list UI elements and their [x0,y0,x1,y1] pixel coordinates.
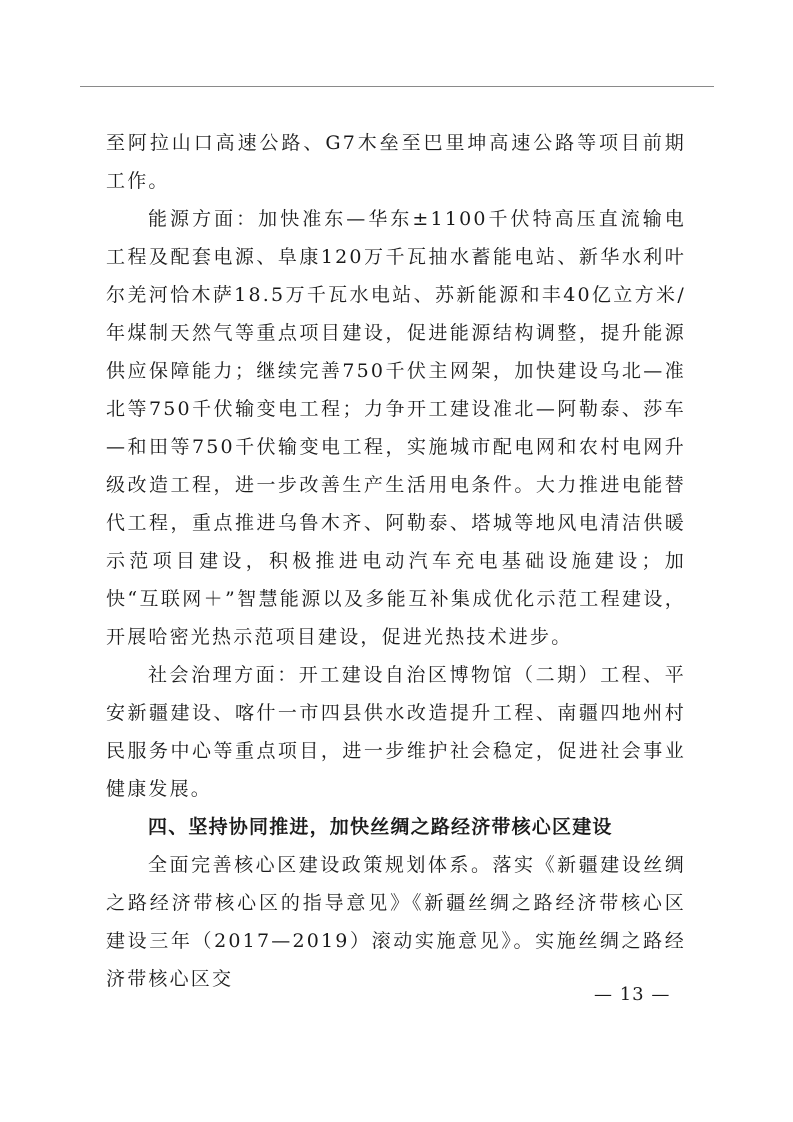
section-heading: 四、坚持协同推进，加快丝绸之路经济带核心区建设 [148,816,613,838]
document-body [106,124,686,998]
paragraph-transport-continued: 至阿拉山口高速公路、G7木垒至巴里坤高速公路等项目前期工作。 [106,132,686,192]
paragraph-social-governance: 社会治理方面：开工建设自治区博物馆（二期）工程、平安新疆建设、喀什一市四县供水改造提升工程、南疆四地州村民服务中心等重点项目，进一步维护社会稳定，促进社会事业健康发展。 [106,664,686,800]
paragraph-energy: 能源方面：加快准东—华东±1100千伏特高压直流输电工程及配套电源、阜康120万千瓦抽水蓄能电站、新华水利叶尔羌河恰木萨18.5万千瓦水电站、苏新能源和丰40亿立方米/年煤制天然气等重点项目建设，促进能源结构调整，提升能源供应保障能力；继续完善750千伏主网架，加快建设乌北—准北等750千伏输变电工程；力争开工建设准北—阿勒泰、莎车—和田等750千伏输变电工程，实施城市配电网和农村电网升级改造工程，进一步改善生产生活用电条件。大力推进电能替代工程，重点推进乌鲁木齐、阿勒泰、塔城等地风电清洁供暖示范项目建设，积极推进电动汽车充电基础设施建设；加快“互联网＋”智慧能源以及多能互补集成优化示范工程建设，开展哈密光热示范项目建设，促进光热技术进步。 [106,208,686,648]
paragraph-core-zone: 全面完善核心区建设政策规划体系。落实《新疆建设丝绸之路经济带核心区的指导意见》《新疆丝绸之路经济带核心区建设三年（2017—2019）滚动实施意见》。实施丝绸之路经济带核心区交 [106,854,686,990]
header-rule [80,86,714,87]
page-number: — 13 — [594,984,671,1005]
